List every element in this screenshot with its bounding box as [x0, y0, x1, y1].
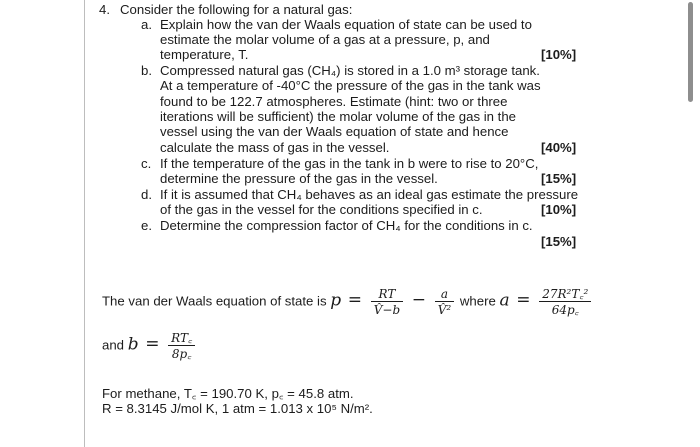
part-c-letter: c.: [141, 156, 152, 171]
scrollbar[interactable]: [688, 2, 693, 102]
and-text: and: [102, 337, 125, 353]
var-p: p: [330, 290, 342, 311]
fraction-a-over-v2: [435, 287, 454, 317]
part-e-letter: e.: [141, 218, 152, 233]
part-b-letter: b.: [141, 63, 152, 78]
part-e-marks: [15%]: [541, 234, 577, 249]
question-intro: Consider the following for a natural gas:: [120, 2, 353, 17]
part-b-marks: [40%]: [541, 140, 577, 155]
frac4-numerator: RT꜀: [168, 331, 195, 346]
fraction-a-definition: [539, 287, 591, 317]
frac3-numerator: 27R²T꜀²: [539, 287, 591, 302]
equals-sign-2: =: [516, 290, 531, 311]
frac4-denominator: 8p꜀: [171, 347, 192, 361]
frac1-denominator: V̂−b: [373, 303, 401, 317]
part-b-line-1: Compressed natural gas (CH₄) is stored in a 1.0 m³ storage tank.: [160, 63, 540, 78]
equation-intro: The van der Waals equation of state is: [102, 293, 327, 309]
fraction-rt-over-v-minus-b: [371, 287, 403, 317]
where-text: where: [459, 293, 496, 309]
var-b: b: [127, 334, 139, 355]
part-a-line-2: estimate the molar volume of a gas at a pressure, p, and: [160, 32, 490, 47]
part-d-line-1: If it is assumed that CH₄ behaves as an ideal gas estimate the pressure: [160, 187, 579, 202]
b-definition: [102, 331, 197, 361]
frac2-denominator: V̂²: [437, 303, 452, 317]
constants-line-2: R = 8.3145 J/mol K, 1 atm = 1.013 x 10⁵ N/m².: [102, 401, 373, 416]
part-b-line-4: iterations will be sufficient) the molar volume of the gas in the: [160, 109, 516, 124]
minus-sign: −: [411, 290, 427, 311]
frac1-numerator: RT: [371, 287, 403, 302]
part-a-marks: [10%]: [541, 47, 577, 62]
part-d-line-2: of the gas in the vessel for the conditions specified in c.: [160, 202, 483, 217]
part-d-letter: d.: [141, 187, 152, 202]
part-b-line-3: found to be 122.7 atmospheres. Estimate (hint: two or three: [160, 94, 508, 109]
equals-sign: =: [347, 290, 363, 311]
part-b-line-2: At a temperature of -40°C the pressure of the gas in the tank was: [160, 78, 541, 93]
part-c-marks: [15%]: [541, 171, 577, 186]
question-number: 4.: [99, 2, 110, 17]
part-d-marks: [10%]: [541, 202, 577, 217]
frac3-denominator: 64p꜀: [551, 303, 579, 317]
fraction-b-definition: [168, 331, 195, 361]
part-e-line-1: Determine the compression factor of CH₄ for the conditions in c.: [160, 218, 533, 233]
var-a: a: [499, 290, 510, 311]
left-border: [84, 0, 85, 447]
part-c-line-2: determine the pressure of the gas in the vessel.: [160, 171, 438, 186]
constants-line-1: For methane, T꜀ = 190.70 K, p꜀ = 45.8 atm.: [102, 386, 354, 401]
part-a-letter: a.: [141, 17, 152, 32]
part-a-line-3: temperature, T.: [160, 47, 249, 62]
part-b-line-6: calculate the mass of gas in the vessel.: [160, 140, 390, 155]
frac2-numerator: a: [435, 287, 454, 302]
equals-sign-3: =: [145, 334, 160, 355]
part-a-line-1: Explain how the van der Waals equation of state can be used to: [160, 17, 532, 32]
vdw-equation: [102, 287, 593, 317]
part-b-line-5: vessel using the van der Waals equation of state and hence: [160, 124, 509, 139]
part-c-line-1: If the temperature of the gas in the tank in b were to rise to 20°C,: [160, 156, 539, 171]
